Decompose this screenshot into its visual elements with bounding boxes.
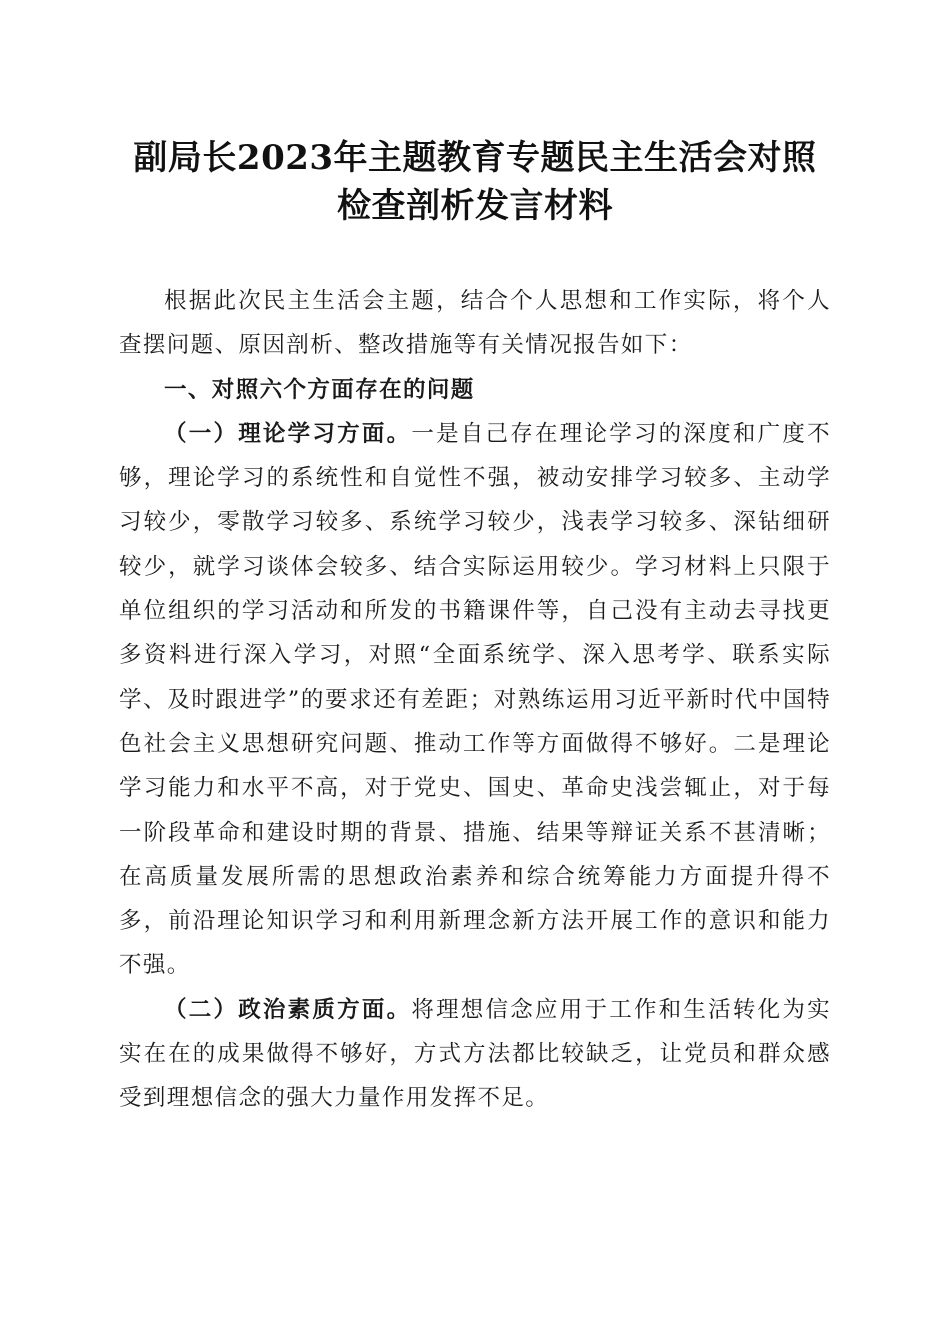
subsection-1-paragraph [119,412,831,988]
subsection-1-label: （一）理论学习方面。 [164,420,412,447]
intro-paragraph: 根据此次民主生活会主题，结合个人思想和工作实际，将个人查摆问题、原因剖析、整改措施等有关情况报告如下： [119,288,831,359]
subsection-2-text: 将理想信念应用于工作和生活转化为实实在在的成果做得不够好，方式方法都比较缺乏，让党员和群众感受到理想信念的强大力量作用发挥不足。 [119,996,831,1112]
section-heading: 一、对照六个方面存在的问题 [164,376,475,403]
document-title-line-2: 检查剖析发言材料 [337,186,613,226]
subsection-2-label: （二）政治素质方面。 [164,996,412,1023]
document-body [119,279,831,1121]
document-title-line-1: 副局长2023年主题教育专题民主生活会对照 [133,138,817,178]
subsection-2-paragraph [119,988,831,1121]
subsection-1-text: 一是自己存在理论学习的深度和广度不够，理论学习的系统性和自觉性不强，被动安排学习较多、主动学习较少，零散学习较多、系统学习较少，浅表学习较多、深钻细研较少，就学习谈体会较多、结合实际运用较少。学习材料上只限于单位组织的学习活动和所发的书籍课件等，自己没有主动去寻找更多资料进行深入学习，对照“全面系统学、深入思考学、联系实际学、及时跟进学”的要求还有差距；对熟练运用习近平新时代中国特色社会主义思想研究问题、推动工作等方面做得不够好。二是理论学习能力和水平不高，对于党史、国史、革命史浅尝辄止，对于每一阶段革命和建设时期的背景、措施、结果等辩证关系不甚清晰；在高质量发展所需的思想政治素养和综合统筹能力方面提升得不多，前沿理论知识学习和利用新理念新方法开展工作的意识和能力不强。 [119,420,831,979]
